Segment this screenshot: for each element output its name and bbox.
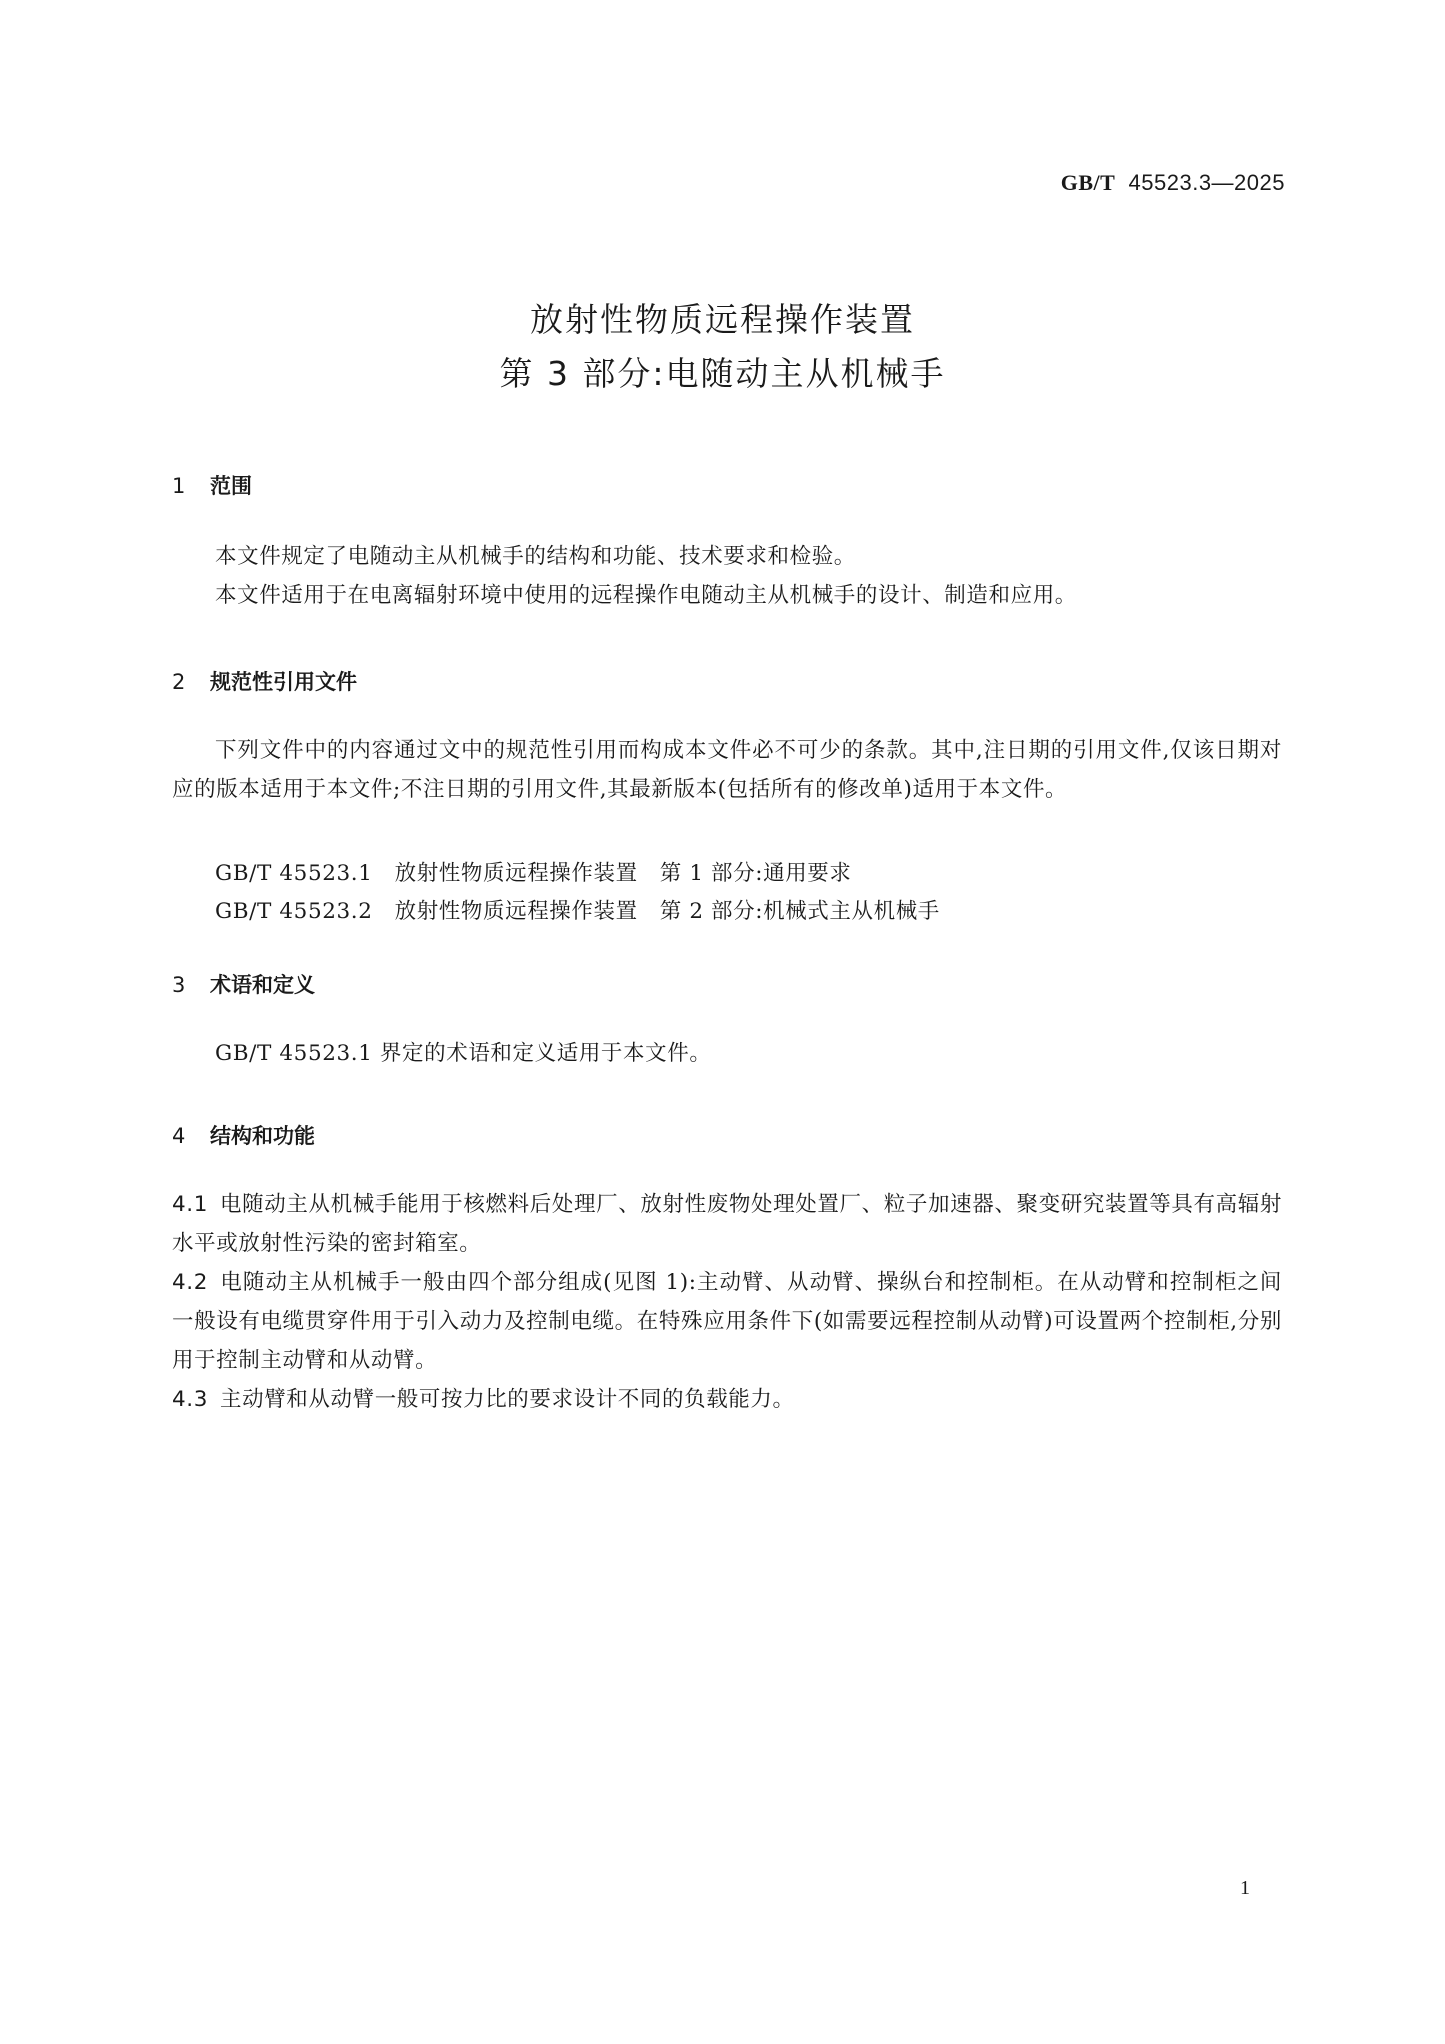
section-number: 4	[172, 1124, 186, 1148]
section-heading-terms	[172, 969, 315, 999]
clause-number: 4.3	[172, 1387, 208, 1412]
section-title: 规范性引用文件	[210, 670, 357, 694]
section-title: 结构和功能	[210, 1124, 315, 1148]
clause-4-2	[172, 1263, 1282, 1380]
section-number: 2	[172, 670, 186, 694]
section-heading-structure	[172, 1120, 315, 1150]
scope-paragraph-2: 本文件适用于在电离辐射环境中使用的远程操作电随动主从机械手的设计、制造和应用。	[215, 583, 1077, 608]
clause-4-1	[172, 1185, 1282, 1263]
standard-prefix: GB/T	[1060, 170, 1116, 195]
scope-paragraph-1: 本文件规定了电随动主从机械手的结构和功能、技术要求和检验。	[215, 544, 856, 569]
standard-code: 45523.3—2025	[1128, 170, 1285, 195]
clause-text: 主动臂和从动臂一般可按力比的要求设计不同的负载能力。	[220, 1387, 795, 1412]
section-heading-normative	[172, 666, 357, 696]
clause-4-3	[172, 1380, 1282, 1419]
clause-text: 电随动主从机械手一般由四个部分组成(见图 1):主动臂、从动臂、操纵台和控制柜。在从动臂和控制柜之间一般设有电缆贯穿件用于引入动力及控制电缆。在特殊应用条件下(如需要远程控制从动臂)可设置两个控制柜,分别用于控制主动臂和从动臂。	[172, 1270, 1282, 1373]
section-number: 3	[172, 973, 186, 997]
clause-number: 4.2	[172, 1270, 208, 1295]
reference-item: GB/T 45523.2 放射性物质远程操作装置 第 2 部分:机械式主从机械手	[215, 899, 940, 924]
document-subtitle: 第 3 部分:电随动主从机械手	[499, 354, 946, 393]
section-number: 1	[172, 474, 186, 498]
section-heading-scope	[172, 470, 252, 500]
reference-item: GB/T 45523.1 放射性物质远程操作装置 第 1 部分:通用要求	[215, 861, 852, 886]
clause-number: 4.1	[172, 1192, 208, 1217]
section-title: 术语和定义	[210, 973, 315, 997]
standard-number	[1061, 170, 1285, 196]
page-number: 1	[1240, 1877, 1250, 1899]
section-title: 范围	[210, 474, 252, 498]
normative-intro: 下列文件中的内容通过文中的规范性引用而构成本文件必不可少的条款。其中,注日期的引用文件,仅该日期对应的版本适用于本文件;不注日期的引用文件,其最新版本(包括所有的修改单)适用于本文件。	[172, 738, 1282, 802]
terms-paragraph: GB/T 45523.1 界定的术语和定义适用于本文件。	[215, 1041, 712, 1066]
clause-text: 电随动主从机械手能用于核燃料后处理厂、放射性废物处理处置厂、粒子加速器、聚变研究装置等具有高辐射水平或放射性污染的密封箱室。	[172, 1192, 1282, 1256]
document-title: 放射性物质远程操作装置	[530, 300, 915, 339]
